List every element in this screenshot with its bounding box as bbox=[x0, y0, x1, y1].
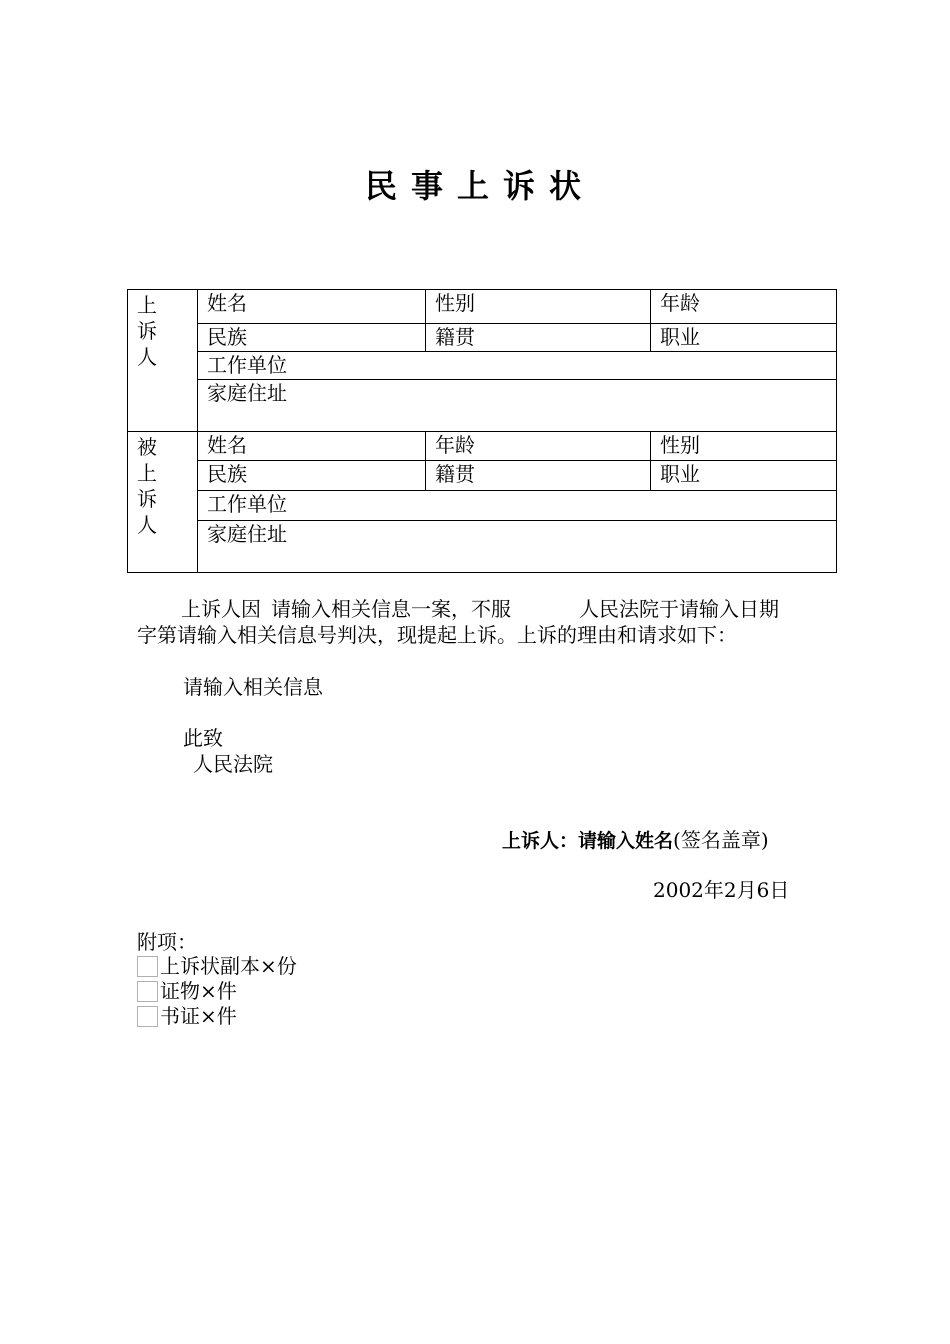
case-info-field[interactable]: 请输入相关信息 bbox=[271, 597, 411, 621]
appellee-label: 被上诉人 bbox=[137, 435, 157, 537]
signature-label: 上诉人： bbox=[502, 830, 579, 852]
appellant-name-field[interactable]: 姓名 bbox=[198, 290, 426, 324]
appellee-row-basic bbox=[128, 432, 837, 461]
appellant-work-unit-field[interactable]: 工作单位 bbox=[198, 352, 837, 380]
attachment-item bbox=[137, 954, 297, 979]
appeal-statement bbox=[137, 596, 827, 648]
appellee-address-field[interactable]: 家庭住址 bbox=[198, 521, 837, 573]
attachment-checkbox[interactable] bbox=[137, 981, 158, 1002]
appellee-row-origin bbox=[128, 461, 837, 491]
appellant-hometown-field[interactable]: 籍贯 bbox=[426, 324, 651, 352]
attachment-label: 上诉状副本×份 bbox=[160, 954, 297, 978]
appellant-label-cell bbox=[128, 290, 198, 432]
attachment-label: 证物×件 bbox=[160, 979, 237, 1003]
appellee-age-field[interactable]: 年龄 bbox=[426, 432, 651, 461]
appellee-row-address bbox=[128, 521, 837, 573]
attachment-label: 书证×件 bbox=[160, 1004, 237, 1028]
appellee-ethnicity-field[interactable]: 民族 bbox=[198, 461, 426, 491]
appellant-row-origin bbox=[128, 324, 837, 352]
appellant-ethnicity-field[interactable]: 民族 bbox=[198, 324, 426, 352]
statement-text-c: 人民法院于 bbox=[579, 597, 679, 621]
statement-text-e: 号判决，现提起上诉。上诉的理由和请求如下： bbox=[317, 623, 737, 647]
page-title: 民事上诉状 bbox=[364, 167, 595, 205]
appellee-work-unit-field[interactable]: 工作单位 bbox=[198, 491, 837, 521]
appellant-label: 上诉人 bbox=[137, 293, 157, 369]
court-name-field[interactable]: 人民法院 bbox=[193, 752, 273, 776]
salutation: 此致 bbox=[183, 726, 223, 750]
appellee-label-cell bbox=[128, 432, 198, 573]
appellant-row-basic bbox=[128, 290, 837, 324]
appellant-gender-field[interactable]: 性别 bbox=[426, 290, 651, 324]
appellee-hometown-field[interactable]: 籍贯 bbox=[426, 461, 651, 491]
attachment-item bbox=[137, 979, 297, 1004]
appellee-gender-field[interactable]: 性别 bbox=[651, 432, 837, 461]
signer-name-field[interactable]: 请输入姓名 bbox=[578, 830, 674, 852]
appellant-address-field[interactable]: 家庭住址 bbox=[198, 380, 837, 432]
judgment-number-field[interactable]: 请输入相关信息 bbox=[177, 623, 317, 647]
appellant-age-field[interactable]: 年龄 bbox=[651, 290, 837, 324]
signature-note: (签名盖章) bbox=[673, 828, 769, 852]
appellant-row-address bbox=[128, 380, 837, 432]
judgment-date-field[interactable]: 请输入日期 bbox=[679, 597, 779, 621]
filing-date-field[interactable]: 2002年2月6日 bbox=[653, 878, 790, 902]
appeal-statement-line2 bbox=[137, 622, 827, 648]
appellee-occupation-field[interactable]: 职业 bbox=[651, 461, 837, 491]
appellant-row-work bbox=[128, 352, 837, 380]
statement-text-d: 字第 bbox=[137, 623, 177, 647]
statement-text-a: 上诉人因 bbox=[181, 597, 261, 621]
appeal-statement-line1 bbox=[137, 596, 827, 622]
appellee-row-work bbox=[128, 491, 837, 521]
attachments-list bbox=[137, 954, 297, 1029]
attachment-checkbox[interactable] bbox=[137, 956, 158, 977]
appellant-occupation-field[interactable]: 职业 bbox=[651, 324, 837, 352]
appellee-name-field[interactable]: 姓名 bbox=[198, 432, 426, 461]
attachments-title: 附项： bbox=[137, 930, 197, 954]
attachment-item bbox=[137, 1004, 297, 1029]
attachment-checkbox[interactable] bbox=[137, 1006, 158, 1027]
signature-line bbox=[502, 827, 769, 854]
party-info-table bbox=[127, 289, 837, 573]
statement-text-b: 一案，不服 bbox=[411, 597, 511, 621]
appeal-reasons-field[interactable]: 请输入相关信息 bbox=[183, 675, 323, 699]
